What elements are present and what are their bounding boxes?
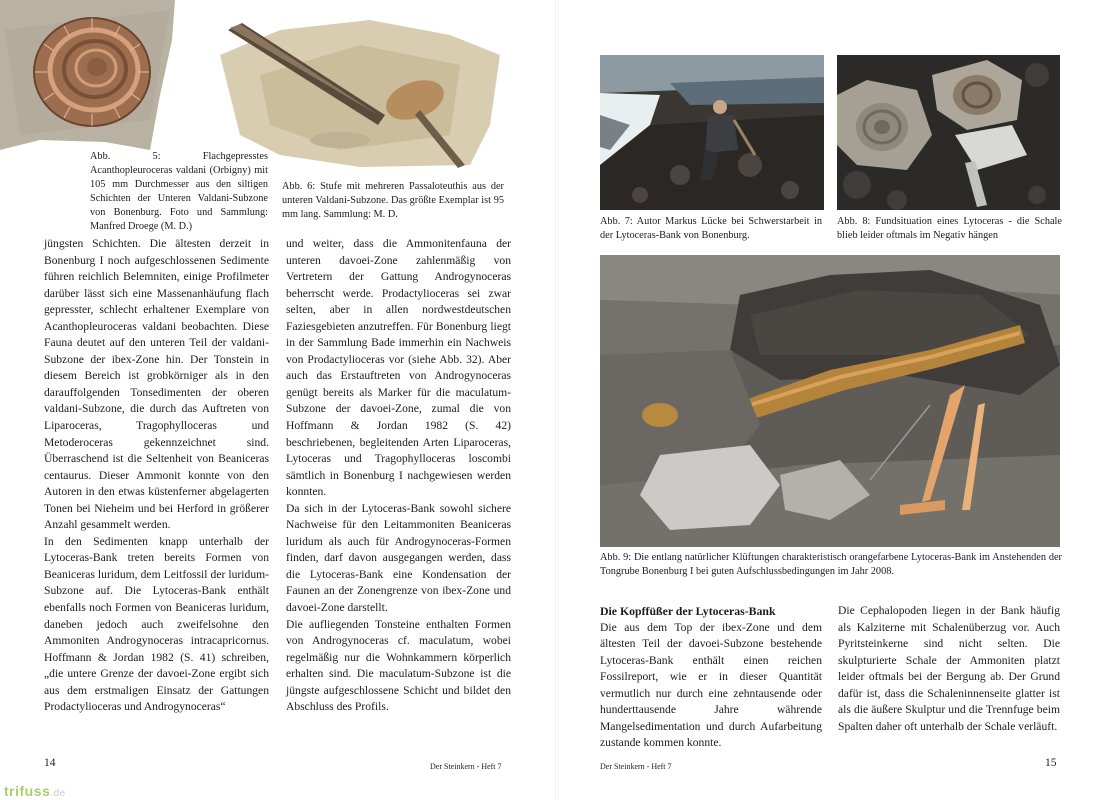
watermark-suffix: .de (50, 788, 66, 799)
left-column-1 (44, 236, 269, 716)
lytoceras-bank-photo-icon (600, 255, 1060, 547)
paragraph: In den Sedimenten knapp unterhalb der Lytoceras-Bank treten bereits Formen von Beaniceras luridum, dem Leitfossil der luridum-Subzone auf. Die Lytoceras-Bank enthält ebenfalls noch Formen von Beaniceras luridum, daneben jedoch auch zweifelsohne den Ammoniten Androgynoceras intracapricornus. Hoffmann & Jordan 1982 (S. 41) schreiben, „die untere Grenze der davoei-Zone ergibt sich aus dem erstmaligen Einsatz der Gattungen Prodactylioceras und Androgynoceras“ (44, 534, 269, 714)
left-column-2 (286, 236, 511, 716)
ammonite-fossil-icon (0, 0, 175, 160)
watermark-brand: trifuss (4, 783, 51, 799)
page-number-left: 14 (44, 757, 56, 769)
paragraph: jüngsten Schichten. Die ältesten derzeit in Bonenburg I noch aufgeschlossenen Sedimente führen reichlich Belemniten, einige Profilmeter darüber lässt sich eine Massenanhäufung flach gepresster, schlecht erhaltener Exemplare von Acanthopleuroceras valdani beobachten. Diese Fauna deutet auf den unteren Teil der valdani-Subzone der ibex-Zone hin. Der Tonstein in diesem Bereich ist grobkörniger als in den darauffolgenden Tonsedimenten der oberen valdani-Subzone, die durch das Auftreten von Liparoceras, Tragophylloceras und Metoderoceras gekennzeichnet sind. Überraschend ist die Seltenheit von Beaniceras centaurus. Dieser Ammonit konnte von den Autoren in den etwas küstenferner abgelagerten Tonen bei Nieheim und bei Herford in größerer Anzahl gesammelt werden. (44, 237, 269, 532)
caption-abb7: Abb. 7: Autor Markus Lücke bei Schwerstarbeit in der Lytoceras-Bank von Bonenburg. (600, 216, 822, 241)
paragraph: Die aus dem Top der ibex-Zone und dem ältesten Teil der davoei-Subzone bestehende Lytoceras-Bank enthält einen reichen Fossilreport, wie er in dieser Quantität vermutlich nur durch eine zehntausende oder hunderttausende Jahre währende Mangelsedimentation und durch Aufarbeitung zustande kommen konnte. (600, 620, 822, 750)
ammonite-photo (0, 0, 175, 160)
paragraph: Da sich in der Lytoceras-Bank sowohl sichere Nachweise für den Leitammoniten Beaniceras luridum als auch für Androgynoceras-Formen finden, darf davon ausgegangen werden, dass die Lytoceras-Bank eine Kondensation der Faunen an der Zonengrenze von ibex-Zone und davoei-Zone darstellt. (286, 501, 511, 615)
caption-abb6: Abb. 6: Stufe mit mehreren Passaloteuthis aus der unteren Valdani-Subzone. Das größte Exemplar ist 95 mm lang. Sammlung: M. D. (282, 181, 504, 220)
fossil-find-photo (837, 55, 1060, 210)
left-page (0, 0, 557, 800)
paragraph: und weiter, dass die Ammonitenfauna der unteren davoei-Zone zahlenmäßig von Vertretern der Gattung Androgynoceras beherrscht werde. Prodactylioceras sei zwar selten, aber in allen nordwestdeutschen Faziesgebieten anzutreffen. Für Bonenburg liegt in der Sammlung Bade immerhin ein Nachweis von Prodactylioceras vor (siehe Abb. 32). Aber auch das Erstauftreten von Androgynoceras genügt bereits als Marker für die maculatum-Subzone der davoei-Zone, zumal die von Hoffmann & Jordan 1982 (S. 42) beschriebenen, begleitenden Arten Liparoceras, Lytoceras und Tragophylloceras loscombi sämtlich in Bonenburg I nachgewiesen werden konnten. (286, 237, 511, 499)
paragraph: Die aufliegenden Tonsteine enthalten Formen von Androgynoceras cf. maculatum, wobei regelmäßig nur die Wohnkammern körperlich erhalten sind. Die maculatum-Subzone ist die jüngste aufgeschlossene Schicht und bildet den Abschluss des Profils. (286, 617, 511, 714)
author-photo (600, 55, 824, 210)
section-heading: Die Kopffüßer der Lytoceras-Bank (600, 604, 776, 618)
caption-abb9: Abb. 9: Die entlang natürlicher Klüftungen charakteristisch orangefarbene Lytoceras-Bank im Anstehenden der Tongrube Bonenburg I bei guten Aufschlussbedingungen im Jahr 2008. (600, 552, 1062, 577)
right-column-1 (600, 603, 822, 752)
paragraph: Die Cephalopoden liegen in der Bank häufig als Kalziterne mit Schalenüberzug vor. Auch Pyritsteinkerne sind nicht selten. Die skulpturierte Schale der Ammoniten platzt leider oftmals bei der Bergung ab. Der Grund dafür ist, dass die Schaleninnenseite glatter ist als die äußere Skulptur und die Trennfuge beim Spalten daher oft unterhalb der Schale verläuft. (838, 604, 1060, 733)
caption-abb5: Abb. 5: Flachgepresstes Acanthopleuroceras valdani (Orbigny) mit 105 mm Durchmesser aus den siltigen Schichten der Unteren Valdani-Subzone von Bonenburg. Foto und Sammlung: Manfred Droege (M. D.) (90, 151, 268, 232)
lytoceras-bank-photo (600, 255, 1060, 547)
running-head-left: Der Steinkern - Heft 7 (430, 762, 502, 771)
running-head-right: Der Steinkern - Heft 7 (600, 762, 672, 771)
caption-abb8: Abb. 8: Fundsituation eines Lytoceras - die Schale blieb leider oftmals im Negativ hängen (837, 216, 1062, 241)
right-page (557, 0, 1115, 800)
right-column-2 (838, 603, 1060, 735)
author-working-photo-icon (600, 55, 824, 210)
page-number-right: 15 (1045, 757, 1057, 769)
watermark-logo (4, 783, 66, 799)
fossil-find-photo-icon (837, 55, 1060, 210)
